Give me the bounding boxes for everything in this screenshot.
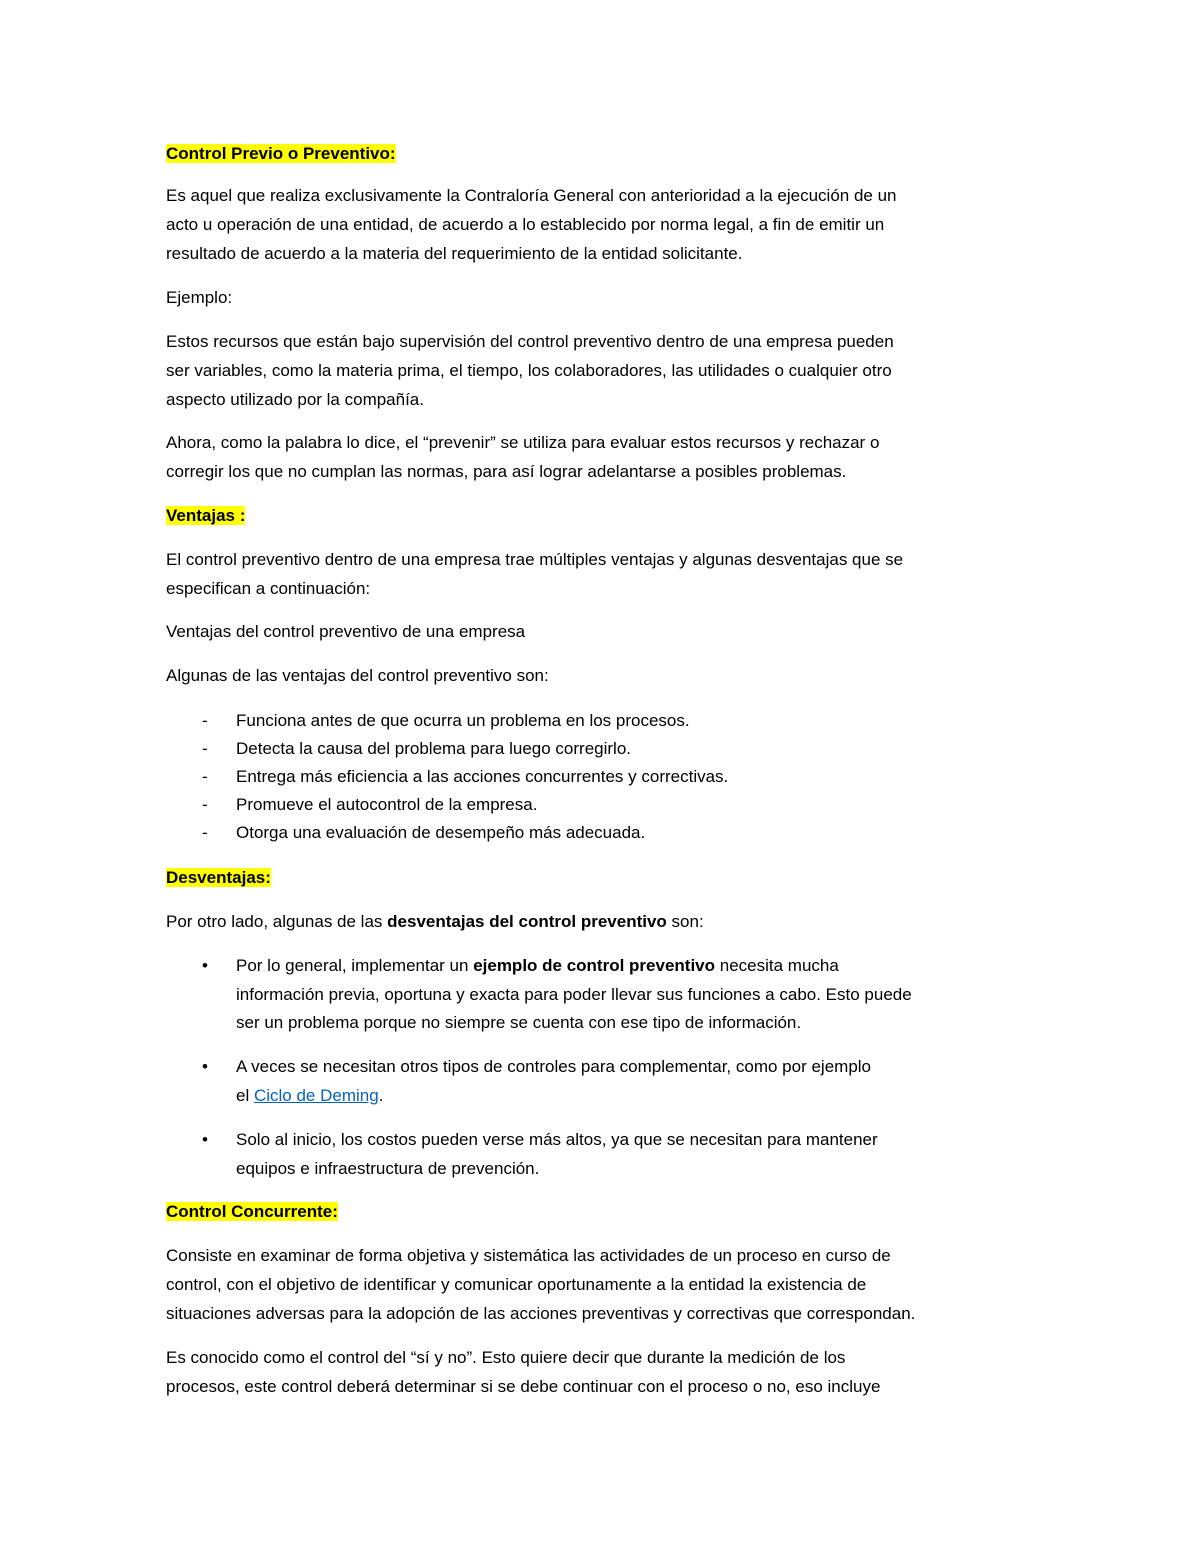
ciclo-de-deming-link[interactable]: Ciclo de Deming xyxy=(253,1086,379,1105)
paragraph-line: especifican a continuación: xyxy=(166,579,371,598)
list-item: Promueve el autocontrol de la empresa. xyxy=(236,795,538,814)
list-item-continuation: equipos e infraestructura de prevención. xyxy=(236,1159,540,1178)
ventajas-intro: Algunas de las ventajas del control preventivo son: xyxy=(166,666,549,685)
paragraph-line: Es conocido como el control del “sí y no”. Esto quiere decir que durante la medición de los xyxy=(166,1348,846,1367)
list-item: Otorga una evaluación de desempeño más adecuada. xyxy=(236,823,646,842)
paragraph-line: situaciones adversas para la adopción de las acciones preventivas y correctivas que correspondan. xyxy=(166,1304,916,1323)
list-item: A veces se necesitan otros tipos de controles para complementar, como por ejemplo xyxy=(236,1057,872,1076)
paragraph-line: acto u operación de una entidad, de acuerdo a lo establecido por norma legal, a fin de emitir un xyxy=(166,215,885,234)
bullet-marker: • xyxy=(202,1057,208,1076)
list-item: Detecta la causa del problema para luego corregirlo. xyxy=(236,739,632,758)
paragraph-line: Estos recursos que están bajo supervisión del control preventivo dentro de una empresa pueden xyxy=(166,332,894,351)
paragraph-line: ser variables, como la materia prima, el tiempo, los colaboradores, las utilidades o cualquier otro xyxy=(166,361,892,380)
list-item-continuation: ser un problema porque no siempre se cuenta con ese tipo de información. xyxy=(236,1013,802,1032)
dash-marker: - xyxy=(202,795,208,814)
bullet-marker: • xyxy=(202,956,208,975)
heading-ventajas: Ventajas : xyxy=(166,506,246,525)
bullet-marker: • xyxy=(202,1130,208,1149)
dash-marker: - xyxy=(202,711,208,730)
paragraph-line: El control preventivo dentro de una empresa trae múltiples ventajas y algunas desventajas que se xyxy=(166,550,904,569)
paragraph-line: corregir los que no cumplan las normas, para así lograr adelantarse a posibles problemas. xyxy=(166,462,847,481)
paragraph-line: Es aquel que realiza exclusivamente la Contraloría General con anterioridad a la ejecución de un xyxy=(166,186,897,205)
list-item: Entrega más eficiencia a las acciones concurrentes y correctivas. xyxy=(236,767,729,786)
dash-marker: - xyxy=(202,739,208,758)
list-item: Solo al inicio, los costos pueden verse más altos, ya que se necesitan para mantener xyxy=(236,1130,878,1149)
paragraph-line: control, con el objetivo de identificar y comunicar oportunamente a la entidad la existencia de xyxy=(166,1275,867,1294)
dash-marker: - xyxy=(202,823,208,842)
paragraph-line: resultado de acuerdo a la materia del requerimiento de la entidad solicitante. xyxy=(166,244,743,263)
desventajas-intro: Por otro lado, algunas de las desventajas del control preventivo son: xyxy=(166,912,704,931)
example-label: Ejemplo: xyxy=(166,288,233,307)
paragraph-line: Consiste en examinar de forma objetiva y sistemática las actividades de un proceso en curso de xyxy=(166,1246,891,1265)
heading-desventajas: Desventajas: xyxy=(166,868,271,887)
heading-control-concurrente: Control Concurrente: xyxy=(166,1202,338,1221)
ventajas-subtitle: Ventajas del control preventivo de una empresa xyxy=(166,622,526,641)
list-item: Funciona antes de que ocurra un problema en los procesos. xyxy=(236,711,690,730)
dash-marker: - xyxy=(202,767,208,786)
document-page xyxy=(166,0,1046,1553)
paragraph-line: Ahora, como la palabra lo dice, el “prevenir” se utiliza para evaluar estos recursos y rechazar o xyxy=(166,433,880,452)
heading-control-previo: Control Previo o Preventivo: xyxy=(166,144,396,163)
list-item-continuation: el Ciclo de Deming. xyxy=(236,1086,384,1105)
paragraph-line: procesos, este control deberá determinar si se debe continuar con el proceso o no, eso incluye xyxy=(166,1377,881,1396)
list-item: Por lo general, implementar un ejemplo de control preventivo necesita mucha xyxy=(236,956,839,975)
list-item-continuation: información previa, oportuna y exacta para poder llevar sus funciones a cabo. Esto puede xyxy=(236,985,912,1004)
paragraph-line: aspecto utilizado por la compañía. xyxy=(166,390,424,409)
